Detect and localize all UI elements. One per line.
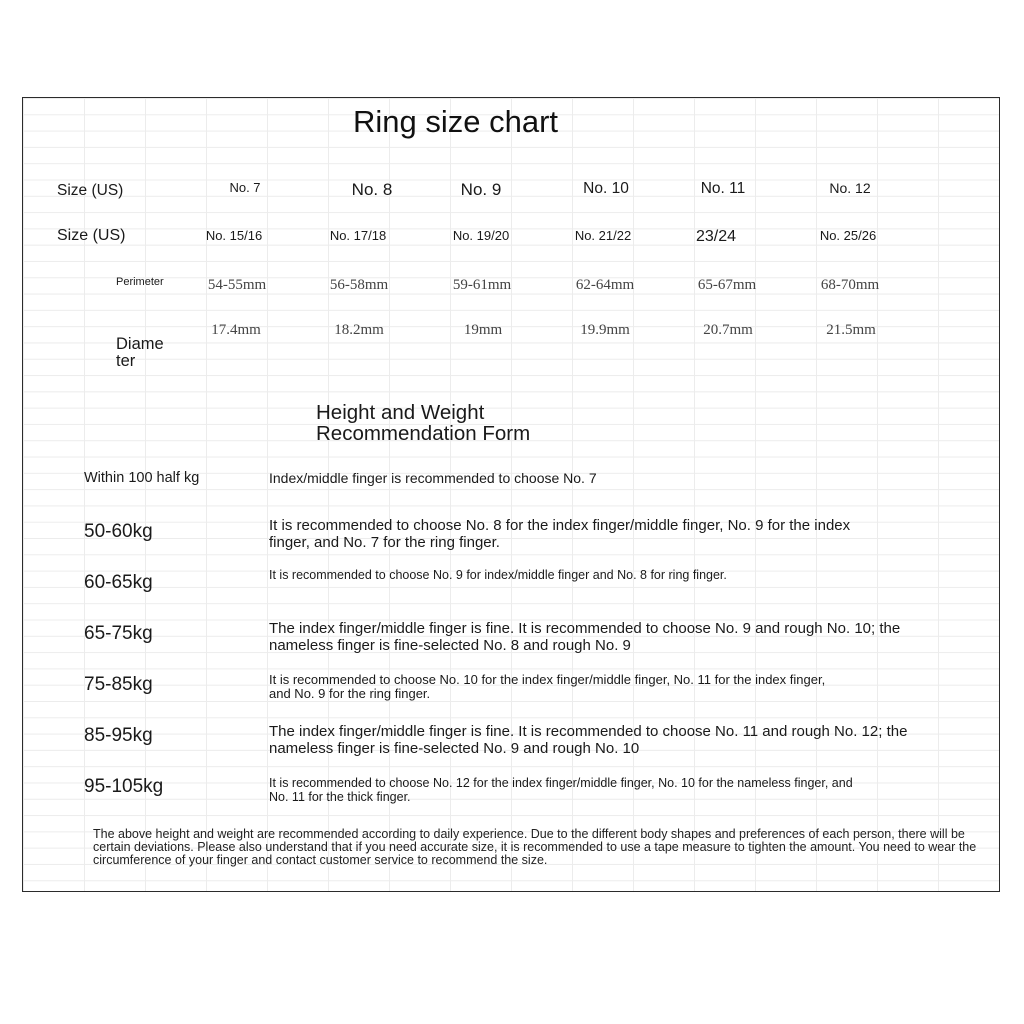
recommendation-text: The index finger/middle finger is fine. It is recommended to choose No. 11 and rough No. 12; the nameless finger is fine-selected No. 9 and rough No. 10	[269, 723, 908, 757]
size-us-cell: No. 11	[700, 180, 746, 197]
size-us-cell: No. 8	[351, 180, 393, 199]
weight-label: 85-95kg	[84, 725, 153, 746]
weight-label: 50-60kg	[84, 521, 153, 542]
footnote-text: The above height and weight are recommended according to daily experience. Due to the different body shapes and preferences of each person, there will be certain deviations. Please also understand that if you need accurate size, it is recommended to use a tape measure to tighten the amount. You need to wear the circumference of your finger and contact customer service to recommend the size.	[93, 827, 977, 868]
size-eu-cell: No. 25/26	[819, 228, 877, 243]
perimeter-cell: 65-67mm	[697, 277, 757, 293]
diameter-label: Diame ter	[116, 335, 164, 370]
recommendation-text: The index finger/middle finger is fine. It is recommended to choose No. 9 and rough No. 10; the nameless finger is fine-selected No. 8 and rough No. 9	[269, 620, 901, 654]
chart-title: Ring size chart	[353, 104, 559, 139]
recommendation-text: It is recommended to choose No. 10 for the index finger/middle finger, No. 11 for the index finger, and No. 9 for the ring finger.	[269, 672, 826, 701]
size-eu-cell: No. 15/16	[205, 228, 263, 243]
size-eu-cell: No. 21/22	[574, 228, 632, 243]
recommendation-text: Index/middle finger is recommended to choose No. 7	[269, 470, 597, 486]
ring-size-chart-sheet	[22, 97, 1000, 892]
perimeter-cell: 68-70mm	[820, 277, 880, 293]
diameter-cell: 21.5mm	[826, 322, 876, 338]
diameter-cell: 20.7mm	[703, 322, 753, 338]
recommendation-text: It is recommended to choose No. 8 for the index finger/middle finger, No. 9 for the index finger, and No. 7 for the ring finger.	[269, 517, 851, 551]
diameter-cell: 17.4mm	[211, 322, 261, 338]
size-us-label: Size (US)	[57, 182, 124, 199]
perimeter-cell: 59-61mm	[452, 277, 512, 293]
weight-label: 75-85kg	[84, 674, 153, 695]
size-us-cell: No. 12	[829, 180, 871, 196]
size-eu-cell: No. 19/20	[452, 228, 510, 243]
weight-label: 65-75kg	[84, 623, 153, 644]
weight-label: Within 100 half kg	[84, 470, 200, 486]
size-eu-cell: 23/24	[695, 228, 737, 245]
perimeter-cell: 62-64mm	[575, 277, 635, 293]
size-eu-cell: No. 17/18	[329, 228, 387, 243]
perimeter-cell: 56-58mm	[329, 277, 389, 293]
recommendation-text: It is recommended to choose No. 9 for index/middle finger and No. 8 for ring finger.	[269, 568, 727, 582]
size-eu-label: Size (US)	[57, 227, 126, 244]
size-us-cell: No. 10	[583, 180, 629, 197]
diameter-cell: 18.2mm	[334, 322, 384, 338]
perimeter-label: Perimeter	[116, 276, 164, 288]
size-us-cell: No. 9	[460, 180, 502, 199]
weight-label: 95-105kg	[84, 776, 164, 797]
diameter-cell: 19.9mm	[580, 322, 630, 338]
diameter-cell: 19mm	[463, 322, 503, 338]
size-us-cell: No. 7	[229, 180, 261, 195]
weight-label: 60-65kg	[84, 572, 153, 593]
recommendation-form-title: Height and Weight Recommendation Form	[316, 401, 531, 445]
perimeter-cell: 54-55mm	[207, 277, 267, 293]
recommendation-text: It is recommended to choose No. 12 for the index finger/middle finger, No. 10 for the nameless finger, and No. 11 for the thick finger.	[269, 776, 853, 804]
